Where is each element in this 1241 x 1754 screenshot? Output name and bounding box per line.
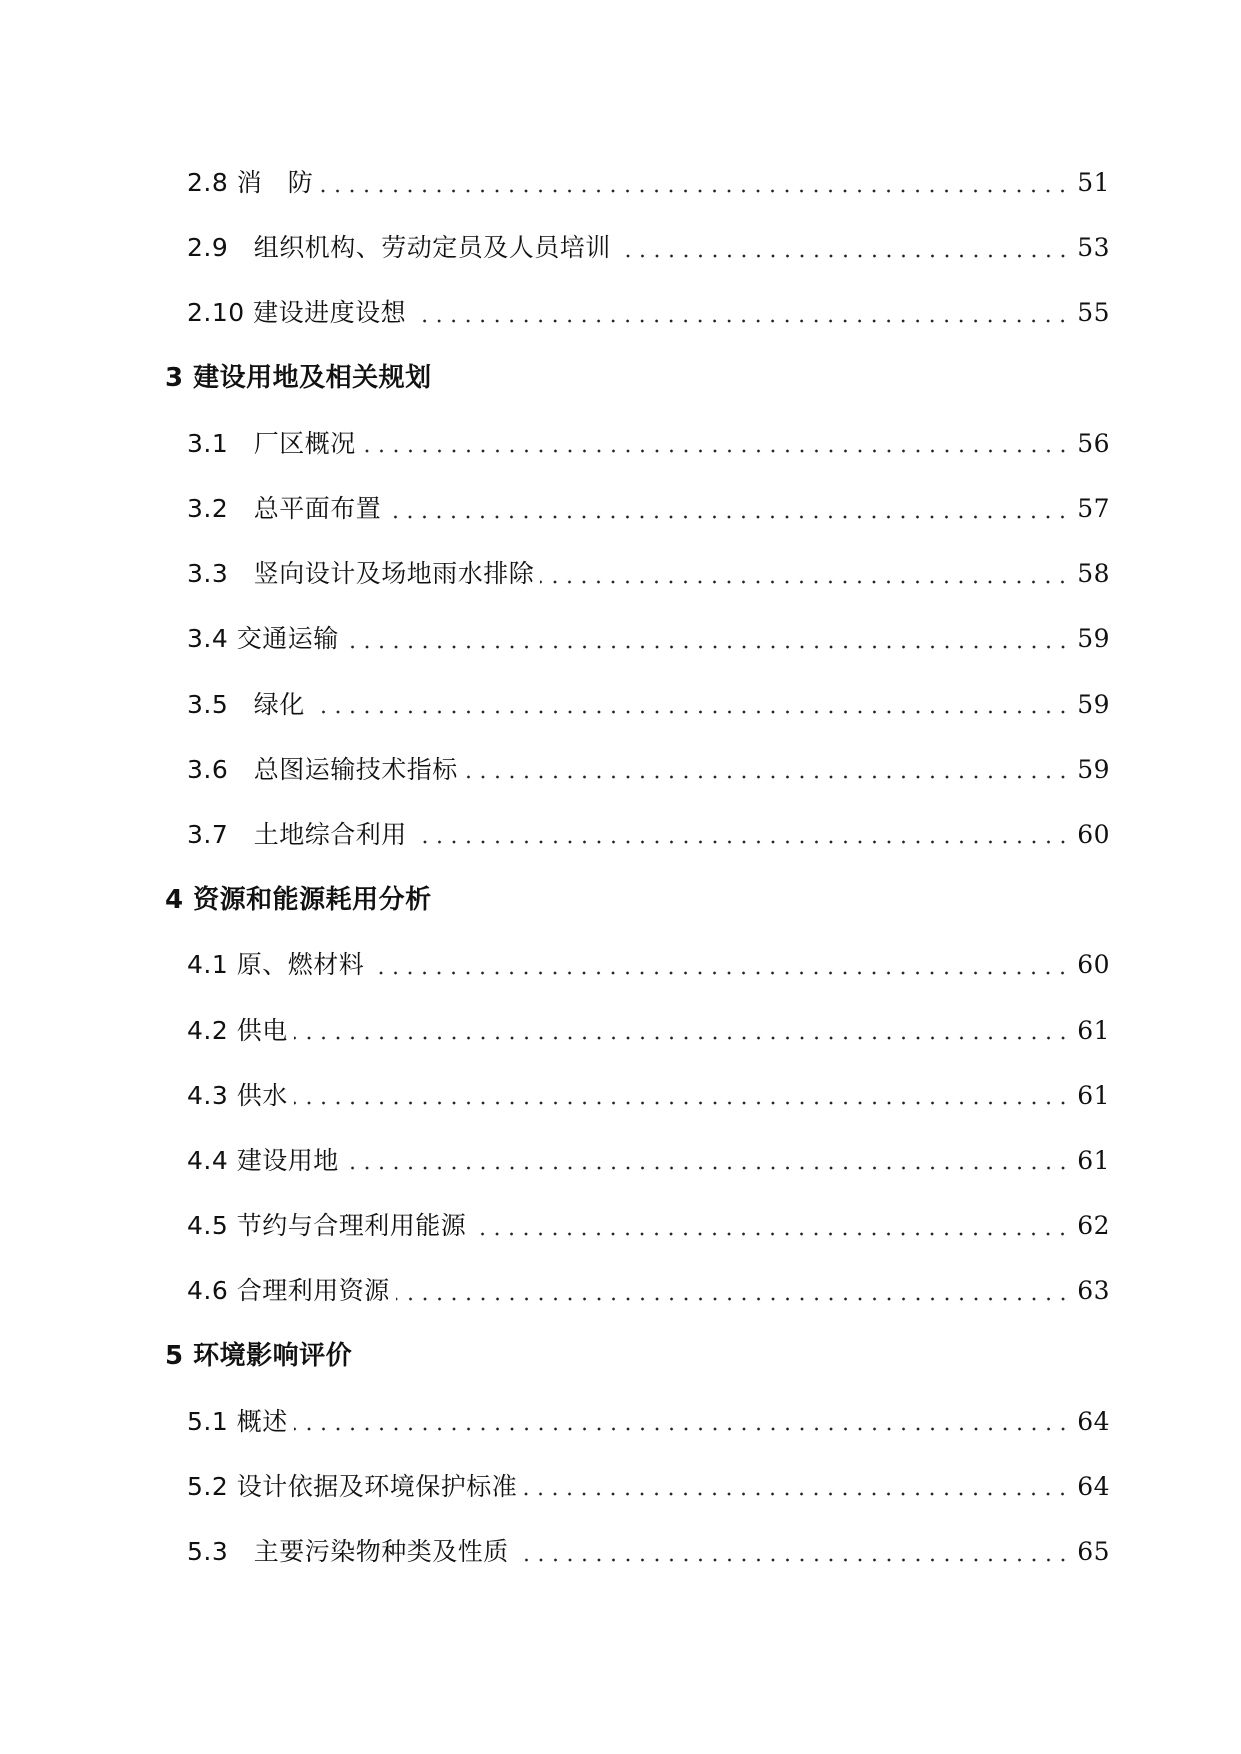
toc-entry-page: 63 [1077,1276,1110,1306]
toc-entry[interactable] [165,997,1110,1062]
toc-dot-leader [311,710,1070,714]
toc-dot-leader [345,645,1070,649]
toc-dot-leader [523,1492,1070,1496]
toc-entry-page: 61 [1077,1015,1110,1045]
toc-dot-leader [464,775,1070,779]
toc-entry[interactable] [165,1519,1110,1584]
toc-dot-leader [319,189,1070,193]
toc-dot-leader [370,971,1070,975]
table-of-contents [165,150,1110,1584]
toc-entry-page: 56 [1077,428,1110,458]
toc-entry-page: 55 [1077,298,1110,328]
toc-entry-page: 65 [1077,1537,1110,1567]
toc-entry-title: 4.5 节约与合理利用能源 [187,1211,467,1241]
toc-entry-title: 5.1 概述 [187,1406,288,1436]
toc-entry-page: 59 [1077,754,1110,784]
toc-entry[interactable] [165,1128,1110,1193]
toc-entry-page: 61 [1077,1145,1110,1175]
toc-dot-leader [387,515,1070,519]
toc-dot-leader [396,1297,1070,1301]
toc-entry-title: 4.4 建设用地 [187,1145,339,1175]
toc-entry-title: 3.4 交通运输 [187,624,339,654]
toc-entry-page: 59 [1077,624,1110,654]
toc-entry[interactable] [165,932,1110,997]
toc-entry-title: 3.2 总平面布置 [187,494,382,524]
toc-entry-page: 64 [1077,1471,1110,1501]
toc-entry[interactable] [165,1258,1110,1323]
toc-entry[interactable] [165,150,1110,215]
toc-entry-title: 3.3 竖向设计及场地雨水排除 [187,559,535,589]
toc-entry[interactable] [165,737,1110,802]
toc-dot-leader [412,319,1070,323]
toc-entry-title: 4.2 供电 [187,1015,288,1045]
toc-entry-page: 59 [1077,689,1110,719]
toc-entry[interactable] [165,606,1110,671]
toc-entry-page: 51 [1077,168,1110,198]
toc-entry-title: 3.5 绿化 [187,689,305,719]
toc-entry-title: 2.9 组织机构、劳动定员及人员培训 [187,233,611,263]
toc-entry[interactable] [165,802,1110,867]
toc-dot-leader [294,1036,1070,1040]
toc-entry-title: 4.6 合理利用资源 [187,1276,390,1306]
toc-chapter-heading[interactable] [165,346,1110,411]
toc-entry[interactable] [165,672,1110,737]
toc-entry[interactable] [165,215,1110,280]
toc-chapter-title: 5 环境影响评价 [165,1340,353,1371]
toc-dot-leader [362,449,1070,453]
toc-entry-title: 3.1 厂区概况 [187,428,356,458]
toc-entry[interactable] [165,1389,1110,1454]
toc-entry[interactable] [165,411,1110,476]
toc-chapter-heading[interactable] [165,1323,1110,1388]
toc-dot-leader [472,1232,1070,1236]
toc-entry-page: 58 [1077,559,1110,589]
toc-dot-leader [294,1101,1070,1105]
toc-entry[interactable] [165,541,1110,606]
toc-entry-page: 62 [1077,1211,1110,1241]
toc-dot-leader [617,254,1070,258]
toc-entry-page: 57 [1077,494,1110,524]
toc-entry[interactable] [165,476,1110,541]
toc-dot-leader [515,1558,1070,1562]
toc-entry-page: 53 [1077,233,1110,263]
toc-chapter-title: 3 建设用地及相关规划 [165,363,432,394]
toc-entry-page: 61 [1077,1080,1110,1110]
toc-entry[interactable] [165,1454,1110,1519]
toc-dot-leader [294,1427,1070,1431]
toc-entry-page: 64 [1077,1406,1110,1436]
toc-entry-page: 60 [1077,819,1110,849]
toc-dot-leader [413,840,1070,844]
toc-entry[interactable] [165,280,1110,345]
toc-entry-title: 4.3 供水 [187,1080,288,1110]
toc-chapter-title: 4 资源和能源耗用分析 [165,884,432,915]
toc-entry[interactable] [165,1063,1110,1128]
toc-entry-title: 2.10 建设进度设想 [187,298,407,328]
toc-entry-title: 3.6 总图运输技术指标 [187,754,458,784]
toc-entry-title: 3.7 土地综合利用 [187,819,407,849]
toc-entry[interactable] [165,1193,1110,1258]
toc-entry-title: 4.1 原、燃材料 [187,950,365,980]
toc-entry-title: 5.3 主要污染物种类及性质 [187,1537,509,1567]
toc-entry-title: 5.2 设计依据及环境保护标准 [187,1471,518,1501]
toc-entry-title: 2.8 消 防 [187,168,314,198]
toc-dot-leader [540,580,1070,584]
toc-chapter-heading[interactable] [165,867,1110,932]
toc-entry-page: 60 [1077,950,1110,980]
toc-dot-leader [345,1166,1070,1170]
